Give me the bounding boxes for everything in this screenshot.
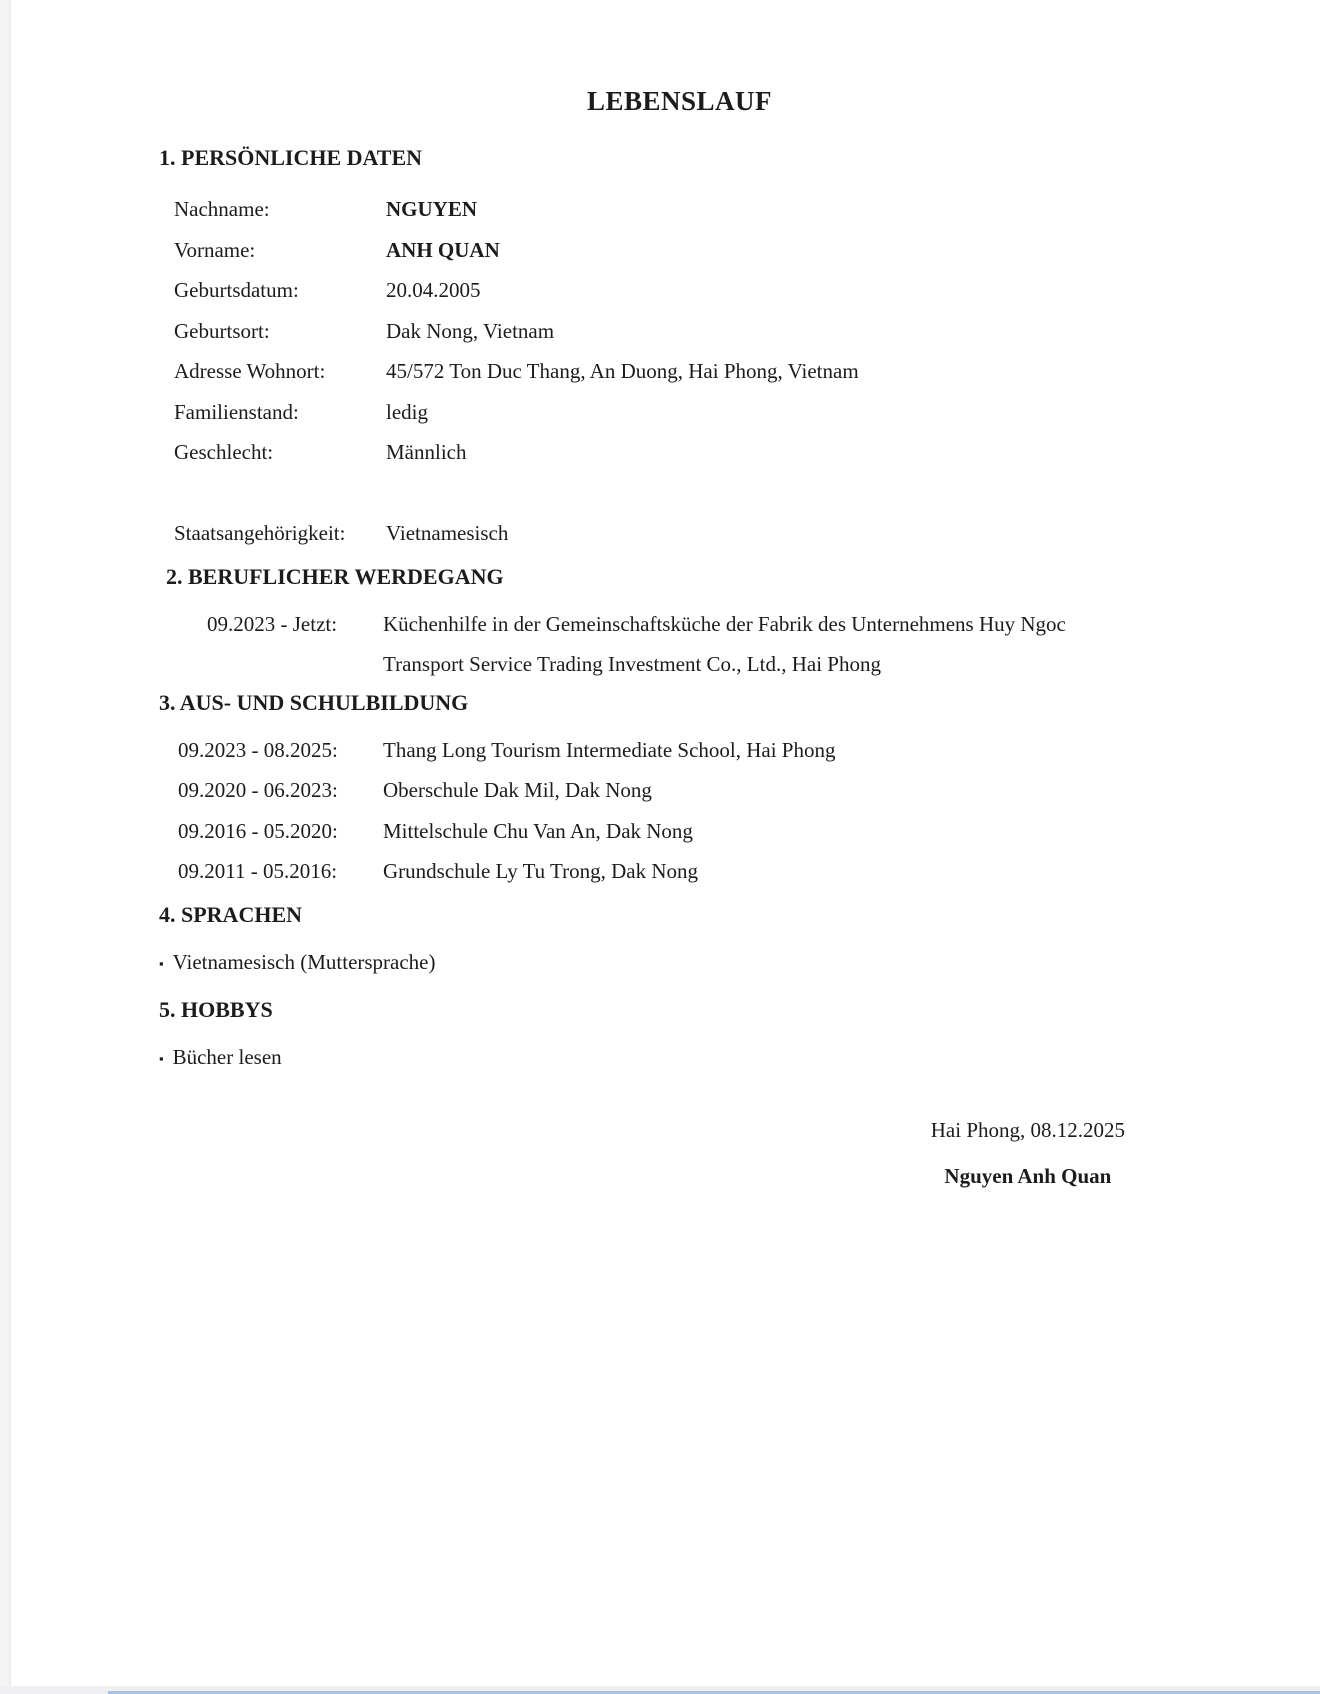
field-value: NGUYEN [386, 197, 478, 221]
education-entry [178, 737, 1200, 762]
field-value: Dak Nong, Vietnam [386, 318, 555, 343]
cv-page [10, 0, 1320, 1686]
section-heading-languages: 4. SPRACHEN [159, 901, 303, 927]
bullet-icon: ▪ [159, 1050, 164, 1066]
section-languages [159, 902, 1200, 973]
section-education [159, 690, 1200, 883]
field-value: Vietnamesisch [386, 521, 509, 545]
field-row-geburtsdatum [174, 280, 1200, 301]
field-label: Nachname: [174, 197, 270, 221]
bullet-icon: ▪ [159, 955, 164, 971]
hobby-item [159, 1044, 1200, 1069]
personal-fields [159, 199, 1200, 544]
education-entry-period: 09.2023 - 08.2025: [178, 737, 338, 762]
work-entry-period: 09.2023 - Jetzt: [207, 611, 338, 636]
work-entry [207, 604, 1200, 684]
field-row-vorname [174, 237, 1200, 262]
language-item [159, 949, 1200, 974]
education-entry-period: 09.2011 - 05.2016: [178, 859, 338, 883]
field-label: Familienstand: [174, 399, 299, 424]
hobby-item-text: Bücher lesen [172, 1044, 282, 1069]
field-row-nachname [174, 199, 1200, 220]
education-entry [178, 861, 1200, 882]
field-value: ANH QUAN [386, 237, 500, 262]
work-entry-description: Küchenhilfe in der Gemeinschaftsküche der Fabrik des Unternehmens Huy Ngoc Transport Service Trading Investment Co., Ltd., Hai Phong [383, 611, 1066, 676]
education-entry-school: Grundschule Ly Tu Trong, Dak Nong [383, 859, 699, 883]
education-entries [159, 737, 1200, 883]
field-row-geschlecht [174, 442, 1200, 463]
section-hobbies [159, 997, 1200, 1068]
section-personal-data [159, 145, 1200, 544]
education-entry [178, 780, 1200, 801]
field-value: 45/572 Ton Duc Thang, An Duong, Hai Phong, Vietnam [386, 359, 859, 383]
field-label: Geschlecht: [174, 440, 274, 464]
field-row-staatsangehoerigkeit [174, 523, 1200, 544]
section-heading-work: 2. BERUFLICHER WERDEGANG [166, 563, 504, 589]
field-row-familienstand [174, 399, 1200, 424]
language-item-text: Vietnamesisch (Muttersprache) [172, 949, 436, 974]
field-label: Staatsangehörigkeit: [174, 521, 346, 545]
field-label: Vorname: [174, 237, 256, 262]
field-row-adresse [174, 361, 1200, 382]
document-title: LEBENSLAUF [586, 86, 773, 116]
field-value: ledig [386, 399, 428, 424]
education-entry-school: Mittelschule Chu Van An, Dak Nong [383, 818, 693, 843]
field-value: Männlich [386, 440, 467, 464]
education-entry-school: Thang Long Tourism Intermediate School, Hai Phong [383, 737, 836, 762]
signature-name: Nguyen Anh Quan [944, 1164, 1112, 1188]
field-row-geburtsort [174, 318, 1200, 343]
section-heading-personal: 1. PERSÖNLICHE DATEN [159, 145, 423, 170]
education-entry-period: 09.2016 - 05.2020: [178, 818, 338, 843]
signature-place-date: Hai Phong, 08.12.2025 [930, 1118, 1125, 1142]
signature-block [931, 1120, 1125, 1187]
education-entry-period: 09.2020 - 06.2023: [178, 778, 338, 802]
field-label: Geburtsdatum: [174, 278, 299, 302]
work-entries [159, 604, 1200, 684]
section-heading-education: 3. AUS- UND SCHULBILDUNG [159, 689, 469, 715]
section-heading-hobbies: 5. HOBBYS [159, 996, 273, 1022]
section-work-history [159, 564, 1200, 684]
education-entry-school: Oberschule Dak Mil, Dak Nong [383, 778, 652, 802]
field-label: Adresse Wohnort: [174, 359, 326, 383]
education-entry [178, 818, 1200, 843]
field-label: Geburtsort: [174, 318, 270, 343]
field-value: 20.04.2005 [386, 278, 481, 302]
